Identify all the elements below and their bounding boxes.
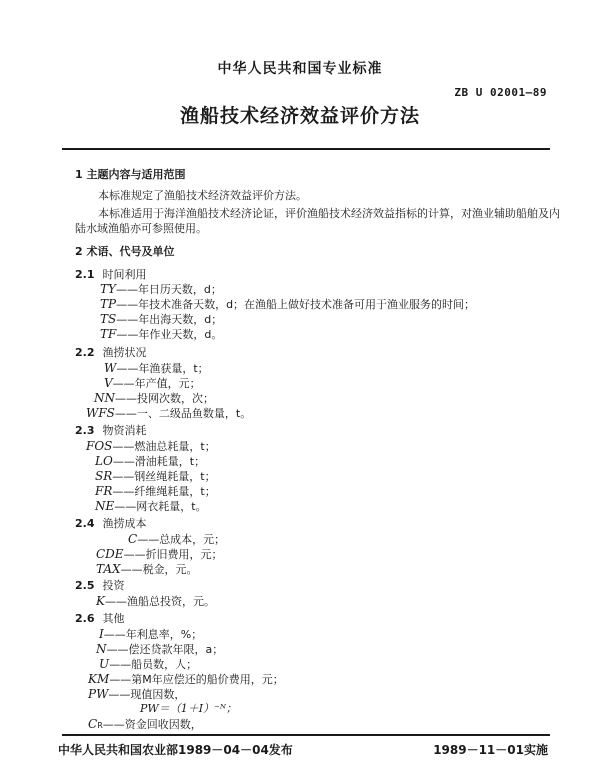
term-symbol: TY: [100, 282, 116, 296]
term-description: ——年作业天数，d。: [116, 328, 223, 341]
term-row: [100, 297, 475, 312]
subsection-2-4-heading: [75, 517, 147, 531]
term-row: [95, 484, 216, 499]
subsection-title: 物资消耗: [102, 424, 147, 437]
term-row: [96, 642, 223, 657]
term-description: ——钢丝绳耗量，t；: [112, 470, 216, 483]
term-symbol: FOS: [86, 439, 113, 453]
term-description: ——现值因数，: [108, 688, 186, 701]
term-row: [95, 469, 216, 484]
term-symbol: PW: [88, 687, 109, 701]
top-rule: [62, 148, 550, 150]
term-description: ——纤维绳耗量，t；: [112, 485, 216, 498]
section-1-paragraph-2-line-1: 本标准适用于海洋渔船技术经济论证，评价渔船技术经济效益指标的计算，对渔业辅助船舶及内: [98, 207, 560, 220]
term-symbol: C: [88, 717, 98, 731]
term-description: ——投网次数，次；: [115, 392, 214, 405]
term-row: [95, 499, 207, 514]
term-description: ——一、二级品鱼数量，t。: [114, 407, 252, 420]
subsection-number: 2.3: [75, 424, 95, 437]
subsection-2-3-heading: [75, 424, 147, 438]
subsection-2-5-heading: [75, 579, 125, 593]
term-symbol: TP: [100, 297, 117, 311]
document-title: 渔船技术经济效益评价方法: [179, 105, 420, 127]
subsection-2-2-heading: [75, 346, 147, 360]
subsection-title: 投资: [102, 579, 125, 592]
subsection-number: 2.5: [75, 579, 95, 592]
term-symbol: CDE: [96, 547, 124, 561]
term-description: ——总成本，元；: [137, 533, 226, 546]
term-description: ——滑油耗量，t；: [112, 455, 206, 468]
term-symbol: SR: [95, 469, 113, 483]
term-symbol: W: [104, 361, 117, 375]
term-description: ——资金回收因数，: [102, 718, 202, 731]
term-row: [88, 717, 202, 733]
term-symbol: TAX: [96, 562, 121, 576]
term-symbol: FR: [95, 484, 113, 498]
term-symbol: WFS: [86, 406, 115, 420]
term-row: [88, 672, 284, 687]
term-description: ——年利息率，%；: [103, 628, 203, 641]
term-description: ——燃油总耗量，t；: [112, 440, 216, 453]
term-row: [86, 406, 251, 421]
term-symbol: I: [99, 627, 104, 641]
term-description: ——第M年应偿还的船价费用，元；: [109, 673, 284, 686]
term-description: ——网衣耗量，t。: [114, 500, 207, 513]
term-description: ——船员数，人；: [109, 658, 198, 671]
term-symbol: NN: [94, 391, 115, 405]
section-1-heading: 1 主题内容与适用范围: [75, 168, 186, 181]
term-symbol: NE: [95, 499, 115, 513]
subsection-2-6-heading: [75, 612, 125, 626]
standard-name: 中华人民共和国专业标准: [217, 61, 383, 77]
section-2-heading: 2 术语、代号及单位: [75, 245, 175, 258]
term-symbol-subscript: R: [97, 721, 103, 730]
pw-formula: PW＝（1＋I）⁻ᴺ；: [140, 702, 237, 715]
term-description: ——年日历天数，d；: [115, 283, 222, 296]
term-row: [104, 376, 201, 391]
term-description: ——折旧费用，元；: [123, 548, 223, 561]
term-row: [88, 687, 185, 702]
term-row: [96, 562, 198, 577]
term-symbol: V: [104, 376, 113, 390]
subsection-2-1-heading: [75, 268, 147, 282]
section-1-paragraph-1: 本标准规定了渔船技术经济效益评价方法。: [98, 189, 307, 202]
issue-info: 中华人民共和国农业部1989－04－04发布: [58, 743, 293, 757]
subsection-number: 2.1: [75, 268, 95, 281]
term-description: ——渔船总投资，元。: [104, 595, 215, 608]
subsection-number: 2.2: [75, 346, 95, 359]
term-description: ——年出海天数，d；: [116, 313, 223, 326]
subsection-number: 2.4: [75, 517, 95, 530]
term-description: ——偿还贷款年限，a；: [106, 643, 224, 656]
term-row: [86, 439, 216, 454]
term-symbol: TF: [100, 327, 117, 341]
term-row: [100, 282, 222, 297]
standard-code: ZB U 02001—89: [454, 86, 547, 99]
subsection-title: 其他: [102, 612, 125, 625]
term-row: [96, 594, 215, 609]
subsection-title: 渔捞状况: [102, 346, 147, 359]
term-row: [99, 657, 197, 672]
section-1-paragraph-2-line-2: 陆水域渔船亦可参照使用。: [75, 222, 207, 235]
term-symbol: K: [96, 594, 105, 608]
term-description: ——年技术准备天数，d；在渔船上做好技术准备可用于渔业服务的时间；: [116, 298, 476, 311]
term-row: [100, 327, 222, 342]
subsection-title: 渔捞成本: [102, 517, 147, 530]
term-row: [94, 391, 214, 406]
term-symbol: TS: [100, 312, 117, 326]
bottom-rule: [62, 734, 550, 736]
term-row: [104, 361, 209, 376]
term-description: ——税金，元。: [120, 563, 198, 576]
term-symbol: KM: [88, 672, 110, 686]
term-description: ——年渔获量，t；: [116, 362, 209, 375]
effective-date: 1989－11－01实施: [433, 743, 548, 757]
term-row: [100, 312, 222, 327]
term-row: [99, 627, 202, 642]
term-symbol: N: [96, 642, 107, 656]
term-description: ——年产值，元；: [112, 377, 201, 390]
term-symbol: C: [128, 532, 138, 546]
term-row: [96, 547, 223, 562]
term-row: [128, 532, 225, 547]
subsection-title: 时间利用: [102, 268, 147, 281]
term-row: [95, 454, 205, 469]
term-symbol: LO: [95, 454, 113, 468]
term-symbol: U: [99, 657, 110, 671]
subsection-number: 2.6: [75, 612, 95, 625]
